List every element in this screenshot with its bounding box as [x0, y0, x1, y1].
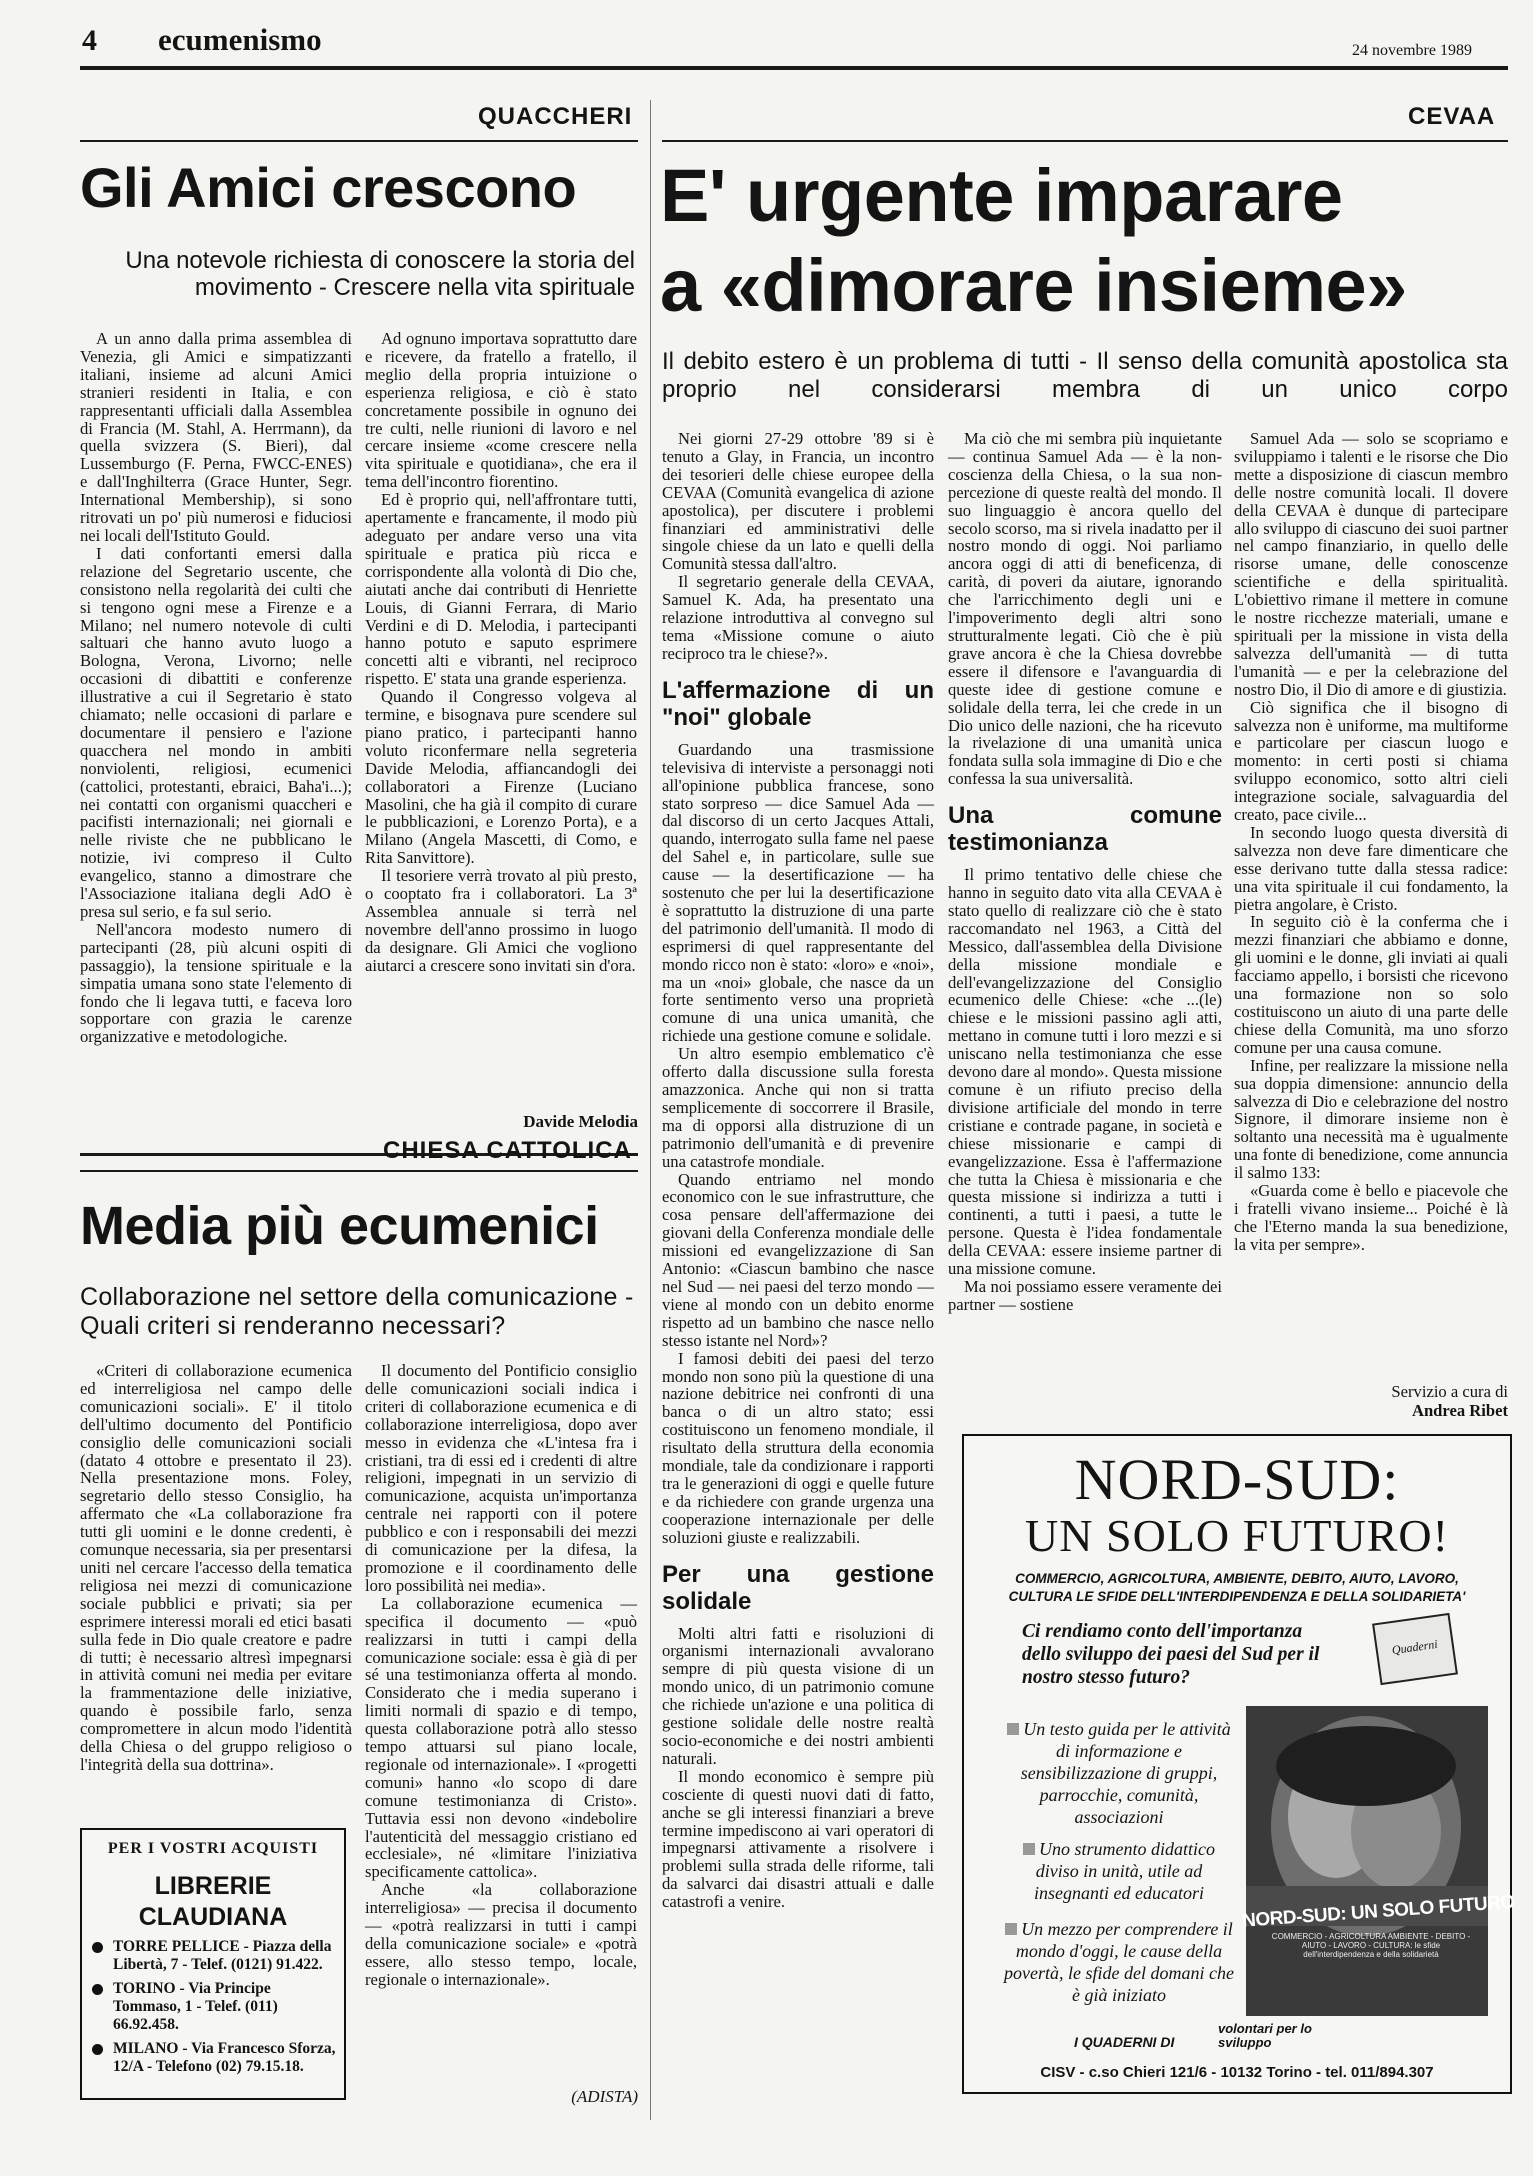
- quaccheri-column-2: [365, 330, 637, 1110]
- paragraph: Ed è proprio qui, nell'affrontare tutti, apertamente e francamente, il modo più adeguato per andare verso una vita spirituale e pratica più ricca e corrispondente alla volontà di Dio che, aiutati anche dai contributi di Henriette Louis, di Gianni Ferrara, di Mario Verdini e di D. Melodia, i partecipanti hanno potuto e saputo esprimere concetti alti e vibranti, nel reciproco rispetto. E' stata una grande esperienza.: [365, 490, 637, 689]
- credit-line: Servizio a cura di: [1391, 1382, 1508, 1401]
- byline-melodia: Davide Melodia: [523, 1112, 638, 1131]
- header-rule: [80, 66, 1508, 70]
- kicker-cevaa: CEVAA: [1408, 103, 1496, 130]
- ad-top-line: PER I VOSTRI ACQUISTI: [107, 1840, 319, 1857]
- paragraph: Anche «la collaborazione interreligiosa» — precisa il documento — «potrà realizzarsi in tutti i campi della comunicazione sociale» e «potrà essere, allo stesso tempo, locale, regionale o internazionale».: [365, 1880, 637, 1989]
- cevaa-column-2: [948, 430, 1222, 1420]
- kicker-chiesa-cattolica: CHIESA CATTOLICA: [383, 1137, 632, 1164]
- headline-media: Media più ecumenici: [80, 1196, 599, 1256]
- paragraph: I famosi debiti dei paesi del terzo mondo non sono più la questione di una nazione debitrice nei confronti di una banca o di un altro stato; essi costituiscono un fenomeno mondiale, il risultato della struttura della economia mondiale, tale da condizionare i rapporti tra le generazioni di oggi e quelle future e da richiedere con grande urgenza una cooperazione internazionale per delle soluzioni giuste e realizzabili.: [662, 1348, 934, 1547]
- chiesa-column-2: [365, 1362, 637, 2087]
- ad-title-solo-futuro: UN SOLO FUTURO!: [1025, 1510, 1449, 1561]
- paragraph: Samuel Ada — solo se scopriamo e sviluppiamo i talenti e le risorse che Dio mette a disposizione di ciascun membro delle nostre comunità locali. Il dovere della CEVAA è dunque di partecipare allo sviluppo di ciascuno dei suoi partner nel campo finanziario, in quello delle risorse umane, delle conoscenze scientifiche e della spiritualità. L'obiettivo rimane il mettere in comune le nostre ricchezze materiali, umane e spirituali per la missione in vista della salvezza dell'umanità — di tutta l'umanità — e per la celebrazione del nostro Dio, il Dio di amore e di giustizia.: [1234, 429, 1508, 699]
- store-location: [92, 1938, 336, 1974]
- ad-item-text: Un testo guida per le attività di informazione e sensibilizzazione di gruppi, parrocchie, comunità, associazioni: [1020, 1719, 1231, 1827]
- checkbox-icon: [1007, 1723, 1019, 1735]
- subheading-noi-globale: L'affermazione di un "noi" globale: [662, 676, 934, 731]
- ad-subtitle: COMMERCIO, AGRICOLTURA, AMBIENTE, DEBITO, AIUTO, LAVORO, CULTURA LE SFIDE DELL'INTERDIPENDENZA E DELLA SOLIDARIETA': [1008, 1571, 1466, 1604]
- deck-chiesa: Collaborazione nel settore della comunicazione - Quali criteri si renderanno necessari?: [80, 1283, 634, 1340]
- kicker-rule: [80, 1170, 638, 1172]
- ad-item: [1004, 1838, 1234, 1904]
- paragraph: La collaborazione ecumenica — specifica il documento — «può realizzarsi in tutti i campi della comunicazione sociale: essa è già di per sé una testimonianza offerta al mondo. Considerato che i media superano i limiti normali di spazio e di tempo, questa collaborazione potrà allo stesso tempo attuarsi sul piano locale, regionale od internazionale». I «progetti comuni» hanno «lo scopo di dare comune testimonianza di Cristo». Tuttavia essi non devono «indebolire l'autenticità del messaggio cristiano ed ecclesiale», né «limitare l'iniziativa specificamente cattolica».: [365, 1593, 637, 1882]
- paragraph: Il tesoriere verrà trovato al più presto, o cooptato fra i collaboratori. La 3ª Assemblea annuale si terrà nel novembre dell'anno prossimo in luogo da designare. Gli Amici che vogliono aiutarci a crescere sono invitati sin d'ora.: [365, 866, 637, 975]
- headline-urgente-line-2: a «dimorare insieme»: [660, 244, 1407, 327]
- stamp-text: Quaderni: [1390, 1636, 1439, 1658]
- paragraph: Quando entriamo nel mondo economico con le sue infrastrutture, che cosa pensare dell'affermazione dei giovani della Conferenza mondiale delle missioni ed evangelizzazione di San Antonio: «Ciascun bambino che nasce nel Sud — nei paesi del terzo mondo — viene al mondo con un debito enorme rispetto ad un bambino che nasce nello stesso istante nel Nord»?: [662, 1169, 934, 1350]
- deck-quaccheri: Una notevole richiesta di conoscere la storia del movimento - Crescere nella vita spirituale: [125, 247, 635, 301]
- paragraph: In seguito ciò è la conferma che i mezzi finanziari che abbiamo e donne, gli uomini e le donne, gli inviati ai quali facciamo appello, i borsisti che ricevono una formazione non so solo costituiscono un aiuto di una parte delle chiese della Comunità, ma uno sforzo comune per una causa comune.: [1234, 912, 1508, 1057]
- cevaa-column-1: [662, 430, 934, 2120]
- ad-item-text: Un mezzo per comprendere il mondo d'oggi, le cause della povertà, le sfide del domani che è già iniziato: [1004, 1919, 1234, 2005]
- paragraph: I dati confortanti emersi dalla relazione del Segretario uscente, che consistono nella regolarità dei culti che si tengono ogni mese a Firenze e a Milano; nel numero notevole di culti saltuari che hanno avuto luogo a Bologna, Verona, Livorno; nelle occasioni di dibattiti e conferenze illustrative a cui il Segretario è stato chiamato; nelle occasioni di parlare e documentare il pensiero e l'azione quacchera nel mondo in ambiti nonviolenti, religiosi, ecumenici (cattolici, protestanti, ebraici, Baha'i...); nei contatti con organismi quaccheri e pacifisti internazionali; nei giornali e nelle riviste che ne pubblicano le notizie, ivi compreso il Culto evangelico, stanno a dimostrare che l'Associazione italiana degli AdO è presa sul serio, e fa sul serio.: [80, 543, 352, 921]
- subheading-gestione-solidale: Per una gestione solidale: [662, 1560, 934, 1615]
- book-cover-image: [1241, 1706, 1516, 2016]
- paragraph: Molti altri fatti e risoluzioni di organismi internazionali avvalorano sempre di più questa visione di un mondo unico, di un patrimonio comune che richiede un'azione e una politica di gestione solidale delle nostre realtà socio-economiche e dei nostri ambienti naturali.: [662, 1623, 934, 1768]
- ad-quaderni-label: I QUADERNI DI: [1074, 2034, 1175, 2050]
- ad-item: [1004, 1918, 1234, 2006]
- paragraph: In secondo luogo questa diversità di salvezza non deve fare dimenticare che esse derivano tutte dalla stessa radice: una vita spirituale il cui fondamento, la pietra angolare, è Cristo.: [1234, 822, 1508, 914]
- paragraph: Ad ognuno importava soprattutto dare e ricevere, da fratello a fratello, il meglio della propria intuizione o esperienza religiosa, e ciò è stato concretamente possibile in ognuno dei tre culti, nelle riunioni di lavoro e nel cercare insieme «come crescere nella vita spirituale e quotidiana», che era il tema dell'incontro fiorentino.: [365, 329, 637, 492]
- ad-item: [1004, 1718, 1234, 1828]
- ad-title-nord-sud: NORD-SUD:: [1074, 1447, 1400, 1512]
- paragraph: Ciò significa che il bisogno di salvezza non è uniforme, ma multiforme e particolare per ciascun luogo e momento: in certi posti si chiama sviluppo economico, sotto altri cieli integrazione sociale, salvaguardia del creato, pace civile...: [1234, 697, 1508, 825]
- ad-item-text: Uno strumento didattico diviso in unità, utile ad insegnanti ed educatori: [1034, 1839, 1215, 1903]
- store-address: MILANO - Via Francesco Sforza, 12/A - Telefono (02) 79.15.18.: [113, 2040, 336, 2075]
- cevaa-column-3: [1234, 430, 1508, 1365]
- paragraph: Nei giorni 27-29 ottobre '89 si è tenuto a Glay, in Francia, un incontro dei tesorieri delle chiese europee della CEVAA (Comunità evangelica di azione apostolica), per discutere i problemi finanziari ed amministrativi delle singole chiese da un lato e quelli della Comunità stessa dall'altro.: [662, 429, 934, 574]
- paragraph: Il segretario generale della CEVAA, Samuel K. Ada, ha presentato una relazione introduttiva al convegno sul tema «Missione comune o aiuto reciproco tra le chiese?».: [662, 572, 934, 663]
- checkbox-icon: [1005, 1923, 1017, 1935]
- paragraph: «Guarda come è bello e piacevole che i fratelli vivano insieme... Poiché è là che l'Eterno manda la sua benedizione, la vita per sempre».: [1234, 1181, 1508, 1254]
- store-location: [92, 2040, 336, 2076]
- quaccheri-column-1: [80, 330, 352, 1140]
- paragraph: Guardando una trasmissione televisiva di interviste a personaggi noti all'opinione pubblica francese, sono stato sorpreso — dice Samuel Ada — dal discorso di un certo Jacques Attali, quando, interrogato sulla fame nel paese del Sahel e, in particolare, sulle sue cause — la desertificazione — ha sostenuto che per lui la desertificazione è soprattutto la distruzione di una parte del patrimonio dell'umanità. Il modo di esprimersi di quel rappresentante del mondo ricco non è stato: «loro» e «noi», ma un «noi» globale, che nasce da un forte sentimento verso una proprietà comune di una unica umanità, che richiede una gestione comune e solidale.: [662, 739, 934, 1046]
- headline-gli-amici: Gli Amici crescono: [80, 156, 577, 219]
- paragraph: Ma ciò che mi sembra più inquietante — continua Samuel Ada — è la non-coscienza della Chiesa, o la sua non-percezione di queste realtà del mondo. Il suo linguaggio è ancora quello del secolo scorso, ma si rivela inadatto per il nostro mondo di oggi. Noi parliamo ancora oggi di atti di beneficenza, di carità, di poveri da aiutare, ignorando che l'arricchimento degli uni e l'impoverimento degli altri sono strutturalmente legati. Ciò che è più grave ancora è che la Chiesa dovrebbe essere il difensore e l'avanguardia di queste idee di gestione comune e solidale della terra, lei che crede in un Dio unico delle nazioni, che ha ricevuto la rivelazione di una umanità unica fondata sulla sola immagine di Dio e che confessa la sua universalità.: [948, 429, 1222, 789]
- column-divider-left: [650, 100, 651, 2120]
- paragraph: Il primo tentativo delle chiese che hanno in seguito dato vita alla CEVAA è stato quello di realizzare ciò che è stato raccomandato nel 1963, a Città del Messico, dall'assemblea della Divisione della missione mondiale e dell'evangelizzazione del Consiglio ecumenico delle Chiese: «che ...(le) chiese e le missioni passino agli atti, mettano in comune tutti i loro mezzi e si uniscano nella testimonianza che esse devono dare al mondo». Questa missione comune è un rifiuto preciso della divisione artificiale del mondo in terre cristiane e contrade pagane, in società e chiese missionarie e campi di evangelizzazione. Essa è l'affermazione che tutta la Chiesa è missionaria e che questa missione si indirizza a tutti i continenti, a tutti i paesi, a tutte le persone. Questa è l'idea fondamentale della CEVAA: essere insieme partner di una missione comune.: [948, 865, 1222, 1279]
- chiesa-column-1: [80, 1362, 352, 1822]
- subheading-comune-testimonianza: Una comune testimonianza: [948, 802, 1222, 857]
- kicker-rule: [662, 140, 1508, 142]
- paragraph: Il mondo economico è sempre più cosciente di questi nuovi dati di fatto, anche se gli interessi finanziari a breve termine impediscono ai vari operatori di impegnarsi attivamente a risolvere i problemi sulla strada delle riforme, tali da salvarci dai disastri attuali e dalle catastrofi a venire.: [662, 1766, 934, 1912]
- ad-stamp: [1372, 1613, 1458, 1685]
- paragraph: Infine, per realizzare la missione nella sua doppia dimensione: annuncio della salvezza di Dio e celebrazione del nostro Signore, il dimorare insieme non è soltanto una necessità ma è ugualmente una fonte di benedizione, come annuncia il salmo 133:: [1234, 1055, 1508, 1183]
- headline-urgente-line-1: E' urgente imparare: [660, 154, 1343, 237]
- cisv-logo: volontari per lo sviluppo: [1218, 2021, 1312, 2050]
- paragraph: Il documento del Pontificio consiglio delle comunicazioni sociali indica i criteri di collaborazione ecumenica e di collaborazione interreligiosa, dopo aver messo in evidenza che «L'intesa fra i cristiani, tra di essi ed i credenti di altre religioni, impegnati in un servizio di comunicazione, acquista un'importanza centrale nei rapporti con il potere pubblico e con i responsabili dei mezzi di comunicazione per la difesa, la promozione e il coordinamento delle loro possibilità nei media».: [365, 1361, 637, 1595]
- ad-lead: Ci rendiamo conto dell'importanza dello sviluppo dei paesi del Sud per il nostro stesso futuro?: [1022, 1621, 1320, 1688]
- paragraph: Quando il Congresso volgeva al termine, e bisognava pure scendere sul piano pratico, i partecipanti hanno voluto riconfermare nella segreteria Davide Melodia, affiancandogli dei collaboratori a Firenze (Luciano Masolini, che ha già il compito di curare le pubblicazioni, e Lorenzo Porta), e a Milano (Angela Mascetti, di Como, e Rita Sanvittore).: [365, 687, 637, 868]
- source-adista: (ADISTA): [571, 2087, 638, 2106]
- ad-store-name: LIBRERIE: [154, 1872, 272, 1900]
- ad-store-name-2: CLAUDIANA: [138, 1903, 288, 1931]
- store-location: [92, 1980, 336, 2034]
- credit-name: Andrea Ribet: [1411, 1401, 1508, 1420]
- issue-date: 24 novembre 1989: [1352, 42, 1472, 59]
- paragraph: Un altro esempio emblematico c'è offerto dalla discussione sulla foresta amazzonica. Anche qui non si tratta semplicemente di soccorrere il Brasile, ma di opporsi alla distruzione di un patrimonio dell'umanità e di prevenire una catastrofe mondiale.: [662, 1044, 934, 1171]
- deck-cevaa: Il debito estero è un problema di tutti - Il senso della comunità apostolica sta proprio nel considerarsi membra di un unico corpo: [662, 348, 1508, 403]
- paragraph: Ma noi possiamo essere veramente dei partner — sostiene: [948, 1276, 1222, 1314]
- ad-footer: CISV - c.so Chieri 121/6 - 10132 Torino - tel. 011/894.307: [1040, 2064, 1434, 2081]
- kicker-quaccheri: QUACCHERI: [478, 103, 633, 130]
- cover-subtitle: COMMERCIO - AGRICOLTURA AMBIENTE - DEBITO - AIUTO - LAVORO - CULTURA: le sfide dell'interdipendenza e della solidarietà: [1271, 1932, 1471, 1959]
- cover-photo: [1246, 1706, 1488, 2016]
- ad-librerie-claudiana: [80, 1828, 346, 2100]
- section-title: ecumenismo: [158, 22, 322, 57]
- ad-nord-sud: [962, 1434, 1516, 2094]
- paragraph: A un anno dalla prima assemblea di Venezia, gli Amici e simpatizzanti italiani, insieme ad alcuni Amici stranieri residenti in Italia, e con rappresentanti ufficiali dalla Assemblea di Francia (M. Stahl, A. Herrmann), da quella svizzera (S. Bieri), dal Lussemburgo (F. Perna, FWCC-ENES) e dall'Inghilterra (Grace Hunter, Segr. International Membership), si sono ritrovati un po' più numerosi e fiduciosi nei locali dell'Istituto Gould.: [80, 329, 352, 545]
- kicker-rule: [80, 140, 638, 142]
- paragraph: Nell'ancora modesto numero di partecipanti (28, più alcuni ospiti di passaggio), la tensione spirituale e la simpatia umana sono state l'elemento di fondo che li legava tutti, e faceva loro sopportare con grazia le carenze organizzative e metodologiche.: [80, 919, 352, 1047]
- store-address: TORRE PELLICE - Piazza della Libertà, 7 - Telef. (0121) 91.422.: [113, 1938, 332, 1973]
- store-address: TORINO - Via Principe Tommaso, 1 - Telef. (011) 66.92.458.: [113, 1980, 278, 2033]
- page-number: 4: [82, 24, 97, 57]
- paragraph: «Criteri di collaborazione ecumenica ed interreligiosa nel campo delle comunicazioni sociali». E' il titolo dell'ultimo documento del Pontificio consiglio delle comunicazioni sociali (datato 4 ottobre e presentato il 23). Nella presentazione mons. Foley, segretario dello stesso Consiglio, ha affermato che «La collaborazione fra tutti gli uomini e le donne credenti, è comunque necessaria, sia per presentarsi uniti nel cercare l'accesso della tematica religiosa nei mezzi di comunicazione sociale pubblici e privati; sia per esprimere interessi morali ed etici basati sulla fede in Dio quale creatore e padre di tutti; è necessario altresì impegnarsi in attività comuni nei media per evitare la frammentazione delle iniziative, quando è possibile farlo, senza compromettere in alcun modo l'identità della Chiesa o del gruppo religioso o l'integrità della sua dottrina».: [80, 1361, 352, 1774]
- cover-title: NORD-SUD: UN SOLO FUTURO: [1241, 1891, 1516, 1932]
- checkbox-icon: [1023, 1843, 1035, 1855]
